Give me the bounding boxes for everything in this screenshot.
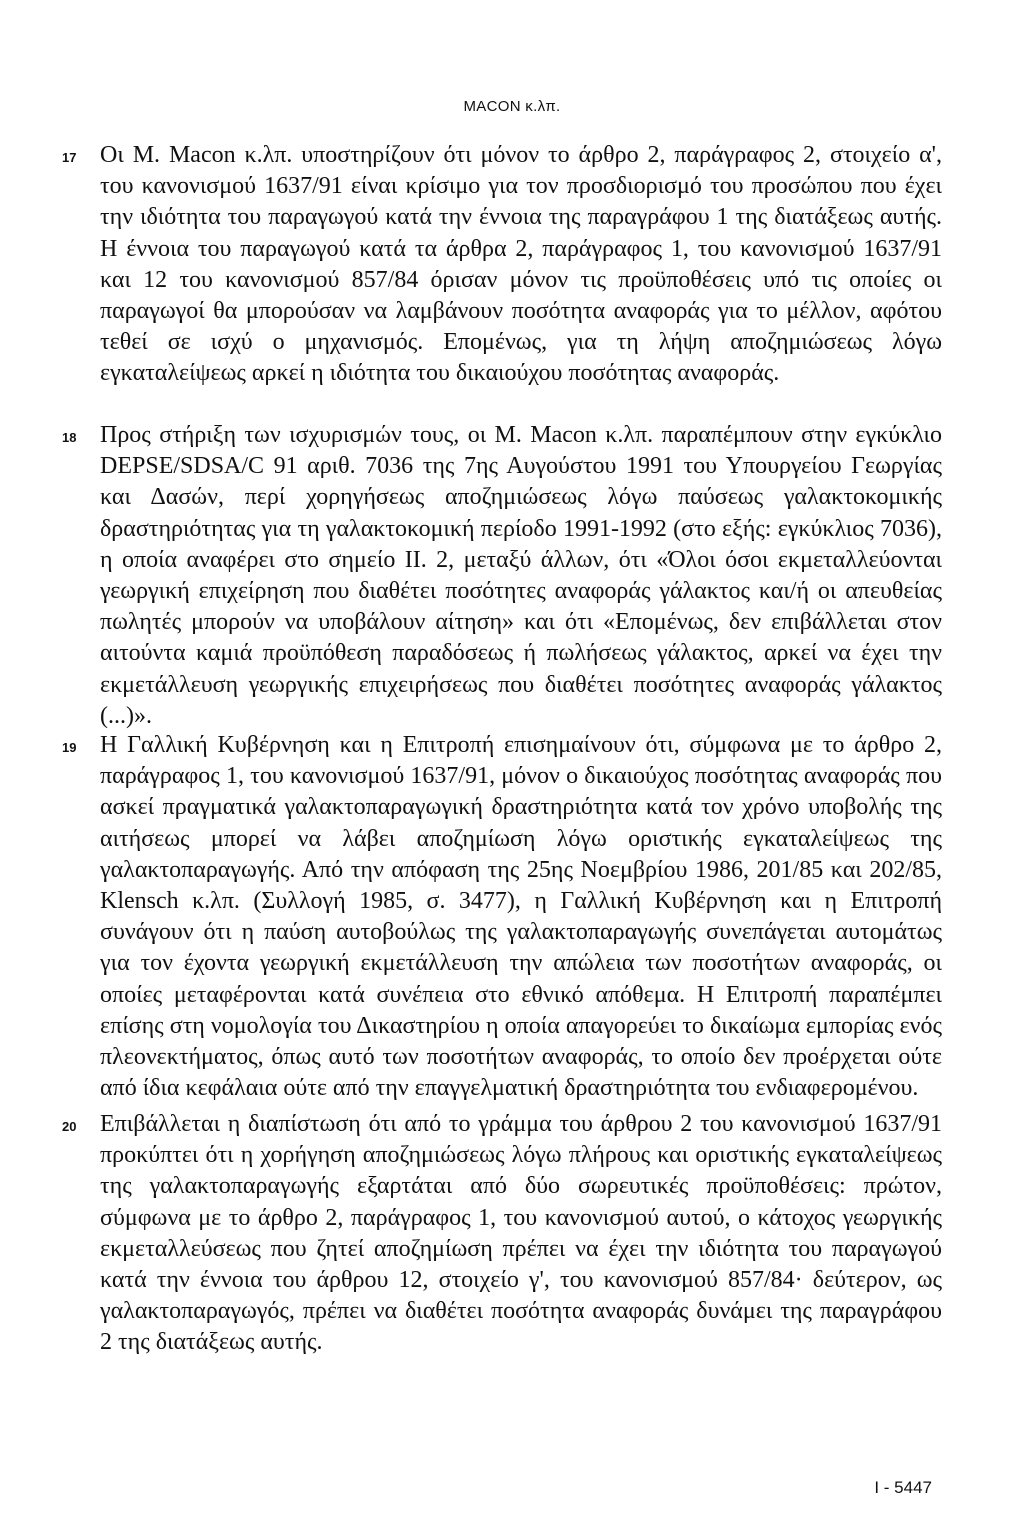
paragraph (62, 730, 942, 1104)
paragraph-text: Προς στήριξη των ισχυρισμών τους, οι Μ. Macon κ.λπ. παραπέμπουν στην εγκύκλιο DEPSE/SDSA/C 91 αριθ. 7036 της 7ης Αυγούστου 1991 του Υπουργείου Γεωργίας και Δασών, περί χορηγήσεως αποζημιώσεως λόγω παύσεως γαλακτοκομικής δραστηριότητας για τη γαλακτοκομική περίοδο 1991-1992 (στο εξής: εγκύκλιος 7036), η οποία αναφέρει στο σημείο II. 2, μεταξύ άλλων, ότι «Όλοι όσοι εκμεταλλεύονται γεωργική επιχείρηση που διαθέτει ποσότητες αναφοράς γάλακτος και/ή οι απευθείας πωλητές μπορούν να υποβάλουν αίτηση» και ότι «Επομένως, δεν επιβάλλεται στον αιτούντα καμιά προϋπόθεση παραδόσεως ή πωλήσεως γάλακτος, αρκεί να έχει την εκμετάλλευση γεωργικής επιχειρήσεως που διαθέτει ποσότητες αναφοράς γάλακτος (...)». (100, 422, 942, 729)
paragraph (62, 140, 942, 390)
paragraph-text: Επιβάλλεται η διαπίστωση ότι από το γράμμα του άρθρου 2 του κανονισμού 1637/91 προκύπτει ότι η χορήγηση αποζημιώσεως λόγω πλήρους και οριστικής εγκαταλείψεως της γαλακτοπαραγωγής εξαρτάται από δύο σωρευτικές προϋποθέσεις: πρώτον, σύμφωνα με το άρθρο 2, παράγραφος 1, του κανονισμού αυτού, ο κάτοχος γεωργικής εκμεταλλεύσεως που ζητεί αποζημίωση πρέπει να έχει την ιδιότητα του παραγωγού κατά την έννοια του άρθρου 12, στοιχείο γ', του κανονισμού 857/84· δεύτερον, ως γαλακτοπαραγωγός, πρέπει να διαθέτει ποσότητα αναφοράς δυνάμει της παραγράφου 2 της διατάξεως αυτής. (100, 1111, 942, 1356)
paragraph-number: 20 (62, 1119, 77, 1134)
page-number: I - 5447 (874, 1478, 932, 1497)
paragraph-number: 17 (62, 150, 77, 165)
running-header: MACON κ.λπ. (463, 98, 561, 115)
paragraph (62, 1109, 942, 1359)
paragraph-number: 18 (62, 430, 77, 445)
paragraph-text: Οι Μ. Macon κ.λπ. υποστηρίζουν ότι μόνον το άρθρο 2, παράγραφος 2, στοιχείο α', του κανονισμού 1637/91 είναι κρίσιμο για τον προσδιορισμό του προσώπου που έχει την ιδιότητα του παραγωγού κατά την έννοια της παραγράφου 1 της διατάξεως αυτής. Η έννοια του παραγωγού κατά τα άρθρα 2, παράγραφος 1, του κανονισμού 1637/91 και 12 του κανονισμού 857/84 όρισαν μόνον τις προϋποθέσεις υπό τις οποίες οι παραγωγοί θα μπορούσαν να λαμβάνουν ποσότητα αναφοράς για το μέλλον, αφότου τεθεί σε ισχύ ο μηχανισμός. Επομένως, για τη λήψη αποζημιώσεως λόγω εγκαταλείψεως αρκεί η ιδιότητα του δικαιούχου ποσότητας αναφοράς. (100, 142, 942, 387)
paragraph-text: Η Γαλλική Κυβέρνηση και η Επιτροπή επισημαίνουν ότι, σύμφωνα με το άρθρο 2, παράγραφος 1, του κανονισμού 1637/91, μόνον ο δικαιούχος ποσότητας αναφοράς που ασκεί πραγματικά γαλακτοπαραγωγική δραστηριότητα κατά τον χρόνο υποβολής της αιτήσεως μπορεί να λάβει αποζημίωση λόγω οριστικής εγκαταλείψεως της γαλακτοπαραγωγής. Από την απόφαση της 25ης Νοεμβρίου 1986, 201/85 και 202/85, Klensch κ.λπ. (Συλλογή 1985, σ. 3477), η Γαλλική Κυβέρνηση και η Επιτροπή συνάγουν ότι η παύση αυτοβούλως της γαλακτοπαραγωγής συνεπάγεται αυτομάτως για τον έχοντα γεωργική εκμετάλλευση την απώλεια των ποσοτήτων αναφοράς, οι οποίες μεταφέρονται κατά συνέπεια στο εθνικό απόθεμα. Η Επιτροπή παραπέμπει επίσης στη νομολογία του Δικαστηρίου η οποία απαγορεύει το δικαίωμα εμπορίας ενός πλεονεκτήματος, όπως αυτό των ποσοτήτων αναφοράς, το οποίο δεν προέρχεται ούτε από ίδια κεφάλαια ούτε από την επαγγελματική δραστηριότητα του ενδιαφερομένου. (100, 732, 942, 1102)
paragraph (62, 420, 942, 732)
paragraph-number: 19 (62, 740, 77, 755)
